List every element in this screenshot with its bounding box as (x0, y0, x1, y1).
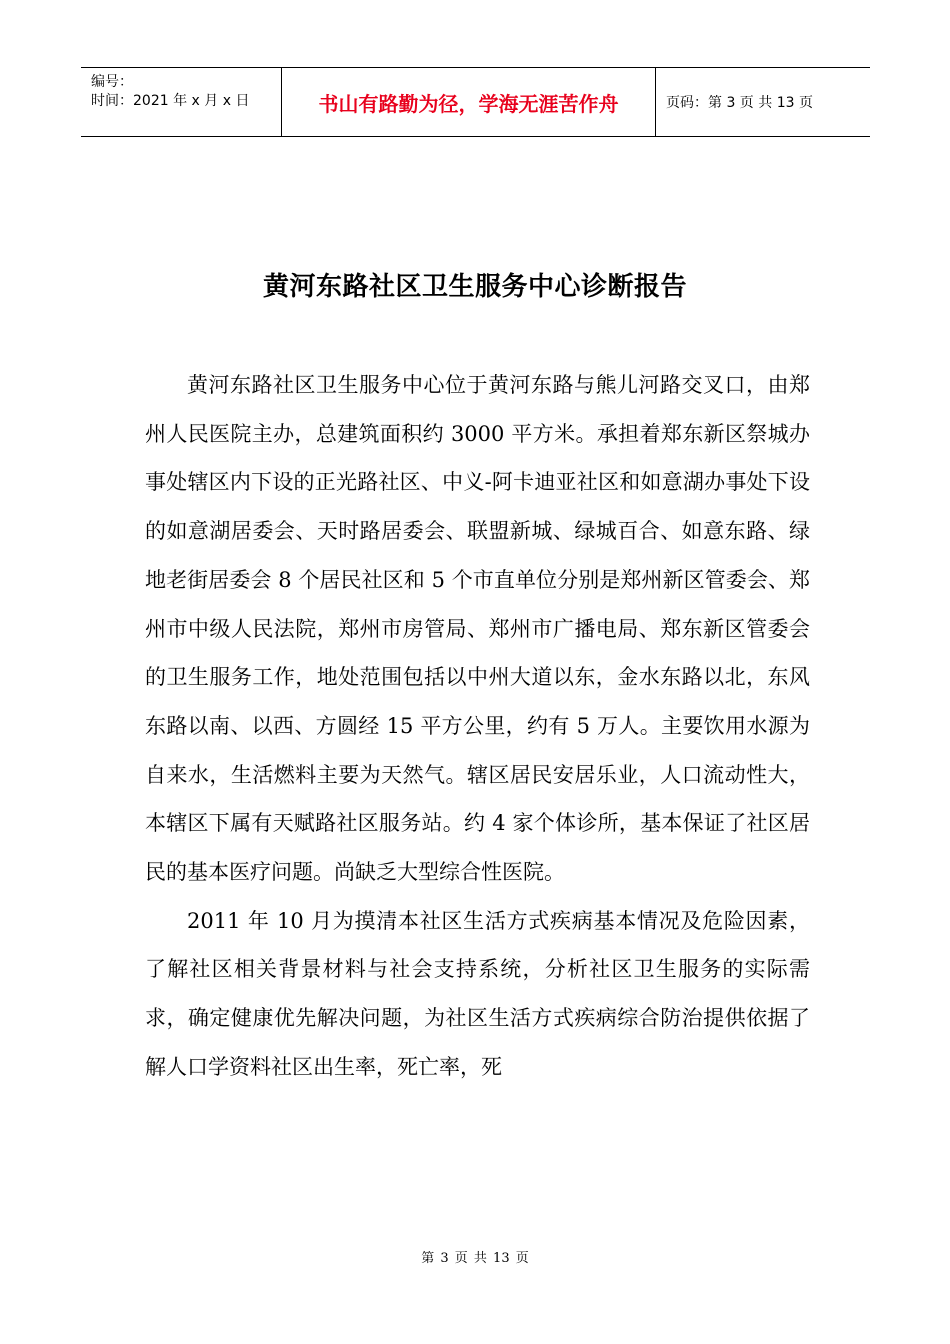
document-title: 黄河东路社区卫生服务中心诊断报告 (262, 272, 687, 302)
document-date: 时间：2021 年 x 月 x 日 (91, 93, 250, 109)
document-body (145, 361, 810, 1092)
header-motto: 书山有路勤为径，学海无涯苦作舟 (281, 68, 656, 136)
body-paragraph: 2011 年 10 月为摸清本社区生活方式疾病基本情况及危险因素，了解社区相关背景材料与社会支持系统，分析社区卫生服务的实际需求，确定健康优先解决问题，为社区生活方式疾病综合防治提供依据了解人口学资料社区出生率，死亡率，死 (145, 908, 810, 1079)
page-footer: 第 3 页 共 13 页 (421, 1251, 529, 1266)
body-paragraph: 黄河东路社区卫生服务中心位于黄河东路与熊儿河路交叉口，由郑州人民医院主办，总建筑面积约 3000 平方米。承担着郑东新区祭城办事处辖区内下设的正光路社区、中义-阿卡迪亚社区和如意湖办事处下设的如意湖居委会、天时路居委会、联盟新城、绿城百合、如意东路、绿地老街居委会 8 个居民社区和 5 个市直单位分别是郑州新区管委会、郑州市中级人民法院，郑州市房管局、郑州市广播电局、郑东新区管委会的卫生服务工作，地处范围包括以中州大道以东，金水东路以北，东风东路以南、以西、方圆经 15 平方公里，约有 5 万人。主要饮用水源为自来水，生活燃料主要为天然气。辖区居民安居乐业，人口流动性大，本辖区下属有天赋路社区服务站。约 4 家个体诊所，基本保证了社区居民的基本医疗问题。尚缺乏大型综合性医院。 (145, 373, 810, 885)
page-header (81, 67, 870, 137)
document-number-label: 编号： (91, 74, 133, 90)
header-page-info: 页码：第 3 页 共 13 页 (666, 95, 813, 111)
header-meta (81, 68, 281, 136)
